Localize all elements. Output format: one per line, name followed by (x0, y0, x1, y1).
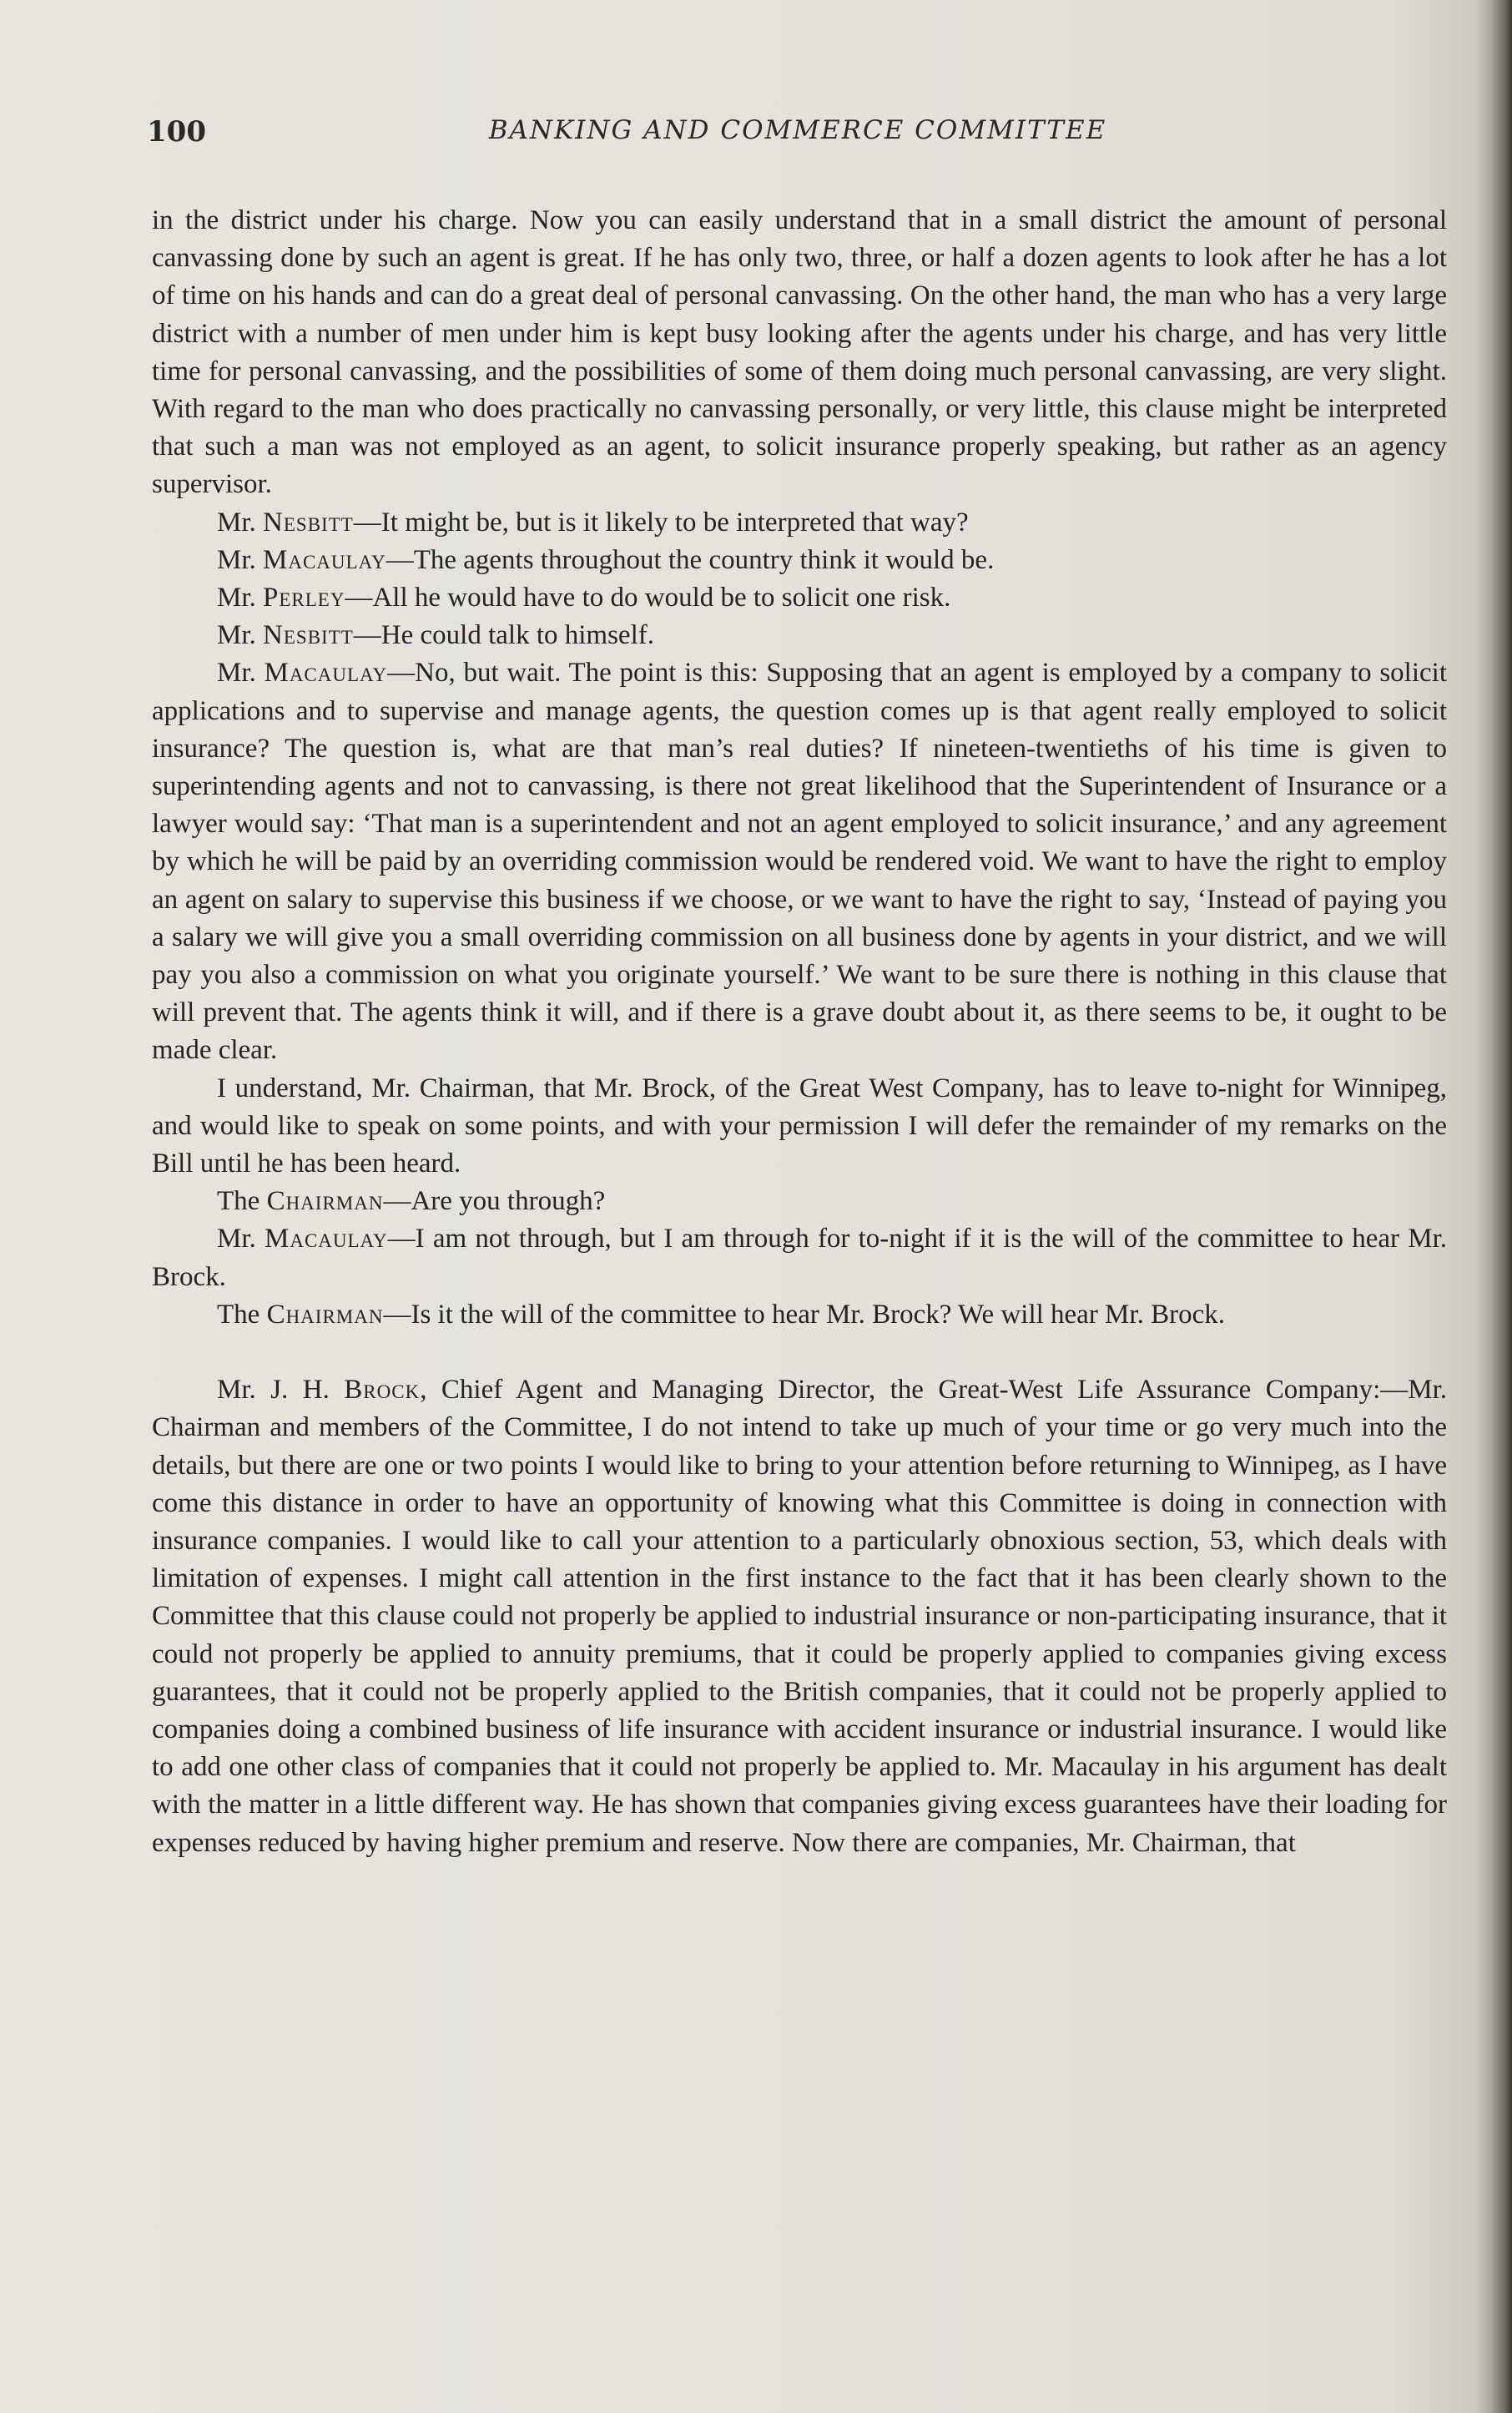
speech-macaulay: Mr. Macaulay—The agents throughout the country think it would be. (217, 544, 995, 575)
speaker-name: Macaulay (264, 658, 388, 689)
speech-macaulay: Mr. Macaulay—I am not through, but I am through for to-night if it is the will of the committee to hear Mr. Brock. (152, 1224, 1448, 1292)
body-text (152, 202, 1447, 1862)
speech-chairman: The Chairman—Is it the will of the committee to hear Mr. Brock? We will hear Mr. Brock. (217, 1299, 1225, 1330)
speaker-name: Macaulay (263, 544, 386, 575)
speaker-name: Nesbitt (263, 620, 354, 651)
speech-nesbitt: Mr. Nesbitt—It might be, but is it likely to be interpreted that way? (217, 507, 969, 538)
book-spine-shadow (1477, 0, 1512, 2413)
running-head: BANKING AND COMMERCE COMMITTEE (488, 115, 1107, 145)
speaker-name: Macaulay (265, 1224, 388, 1254)
speaker-name: Chairman (266, 1186, 384, 1217)
speaker-name: Nesbitt (263, 507, 354, 538)
paragraph: I understand, Mr. Chairman, that Mr. Brock, of the Great West Company, has to leave to-night for Winnipeg, and would like to speak on some points, and with your permission I will defer the remainder of my remarks on the Bill until he has been heard. (152, 1073, 1447, 1179)
speech-brock: Mr. J. H. Brock, Chief Agent and Managing Director, the Great-West Life Assurance Company:—Mr. Chairman and members of the Committee, I do not intend to take up much of your time or go very much into the details, but there are one or two points I would like to bring to your attention before returning to Winnipeg, as I have come this distance in order to have an opportunity of knowing what this Committee is doing in connection with insurance companies. I would like to call your attention to a particularly obnoxious section, 53, which deals with limitation of expenses. I might call attention in the first instance to the fact that it has been clearly shown to the Committee that this clause could not properly be applied to industrial insurance or non-participating insurance, that it could not properly be applied to annuity premiums, that it could be properly applied to companies giving excess guarantees, that it could not be properly applied to the British companies, that it could not be properly applied to companies doing a combined business of life insurance with accident insurance or industrial insurance. I would like to add one other class of companies that it could not properly be applied to. Mr. Macaulay in his argument has dealt with the matter in a little different way. He has shown that companies giving excess guarantees have their loading for expenses reduced by having higher premium and reserve. Now there are companies, Mr. Chairman, that (152, 1375, 1448, 1858)
speaker-name: Perley (263, 583, 345, 613)
speech-perley: Mr. Perley—All he would have to do would be to solicit one risk. (217, 583, 951, 613)
page-number: 100 (147, 115, 206, 149)
speech-macaulay: Mr. Macaulay—No, but wait. The point is this: Supposing that an agent is employed by a company to solicit applications and to supervise and manage agents, the question comes up is that agent really employed to solicit insurance? The question is, what are that man’s real duties? If nineteen-twentieths of his time is given to superintending agents and not to canvassing, is there not great likelihood that the Superintendent of Insurance or a lawyer would say: ‘That man is a superintendent and not an agent employed to solicit insurance,’ and any agreement by which he will be paid by an overriding commission would be rendered void. We want to have the right to employ an agent on salary to supervise this business if we choose, or we want to have the right to say, ‘Instead of paying you a salary we will give you a small overriding commission on all business done by agents in your district, and we will pay you also a commission on what you originate yourself.’ We want to be sure there is nothing in this clause that will prevent that. The agents think it will, and if there is a grave doubt about it, as there seems to be, it ought to be made clear. (152, 658, 1448, 1066)
speech-chairman: The Chairman—Are you through? (217, 1186, 606, 1217)
speaker-name: Chairman (266, 1299, 384, 1330)
page-header (147, 115, 1449, 152)
speech-nesbitt: Mr. Nesbitt—He could talk to himself. (217, 620, 654, 651)
paragraph-continuation: in the district under his charge. Now you can easily understand that in a small district the amount of personal canvassing done by such an agent is great. If he has only two, three, or half a dozen agents to look after he has a lot of time on his hands and can do a great deal of personal canvassing. On the other hand, the man who has a very large district with a number of men under him is kept busy looking after the agents under his charge, and has very little time for personal canvassing, and the possibilities of some of them doing much personal canvassing, are very slight. With regard to the man who does practically no canvassing personally, or very little, this clause might be interpreted that such a man was not employed as an agent, to solicit insurance properly speaking, but rather as an agency supervisor. (152, 205, 1447, 500)
speaker-name: Brock (344, 1375, 421, 1406)
